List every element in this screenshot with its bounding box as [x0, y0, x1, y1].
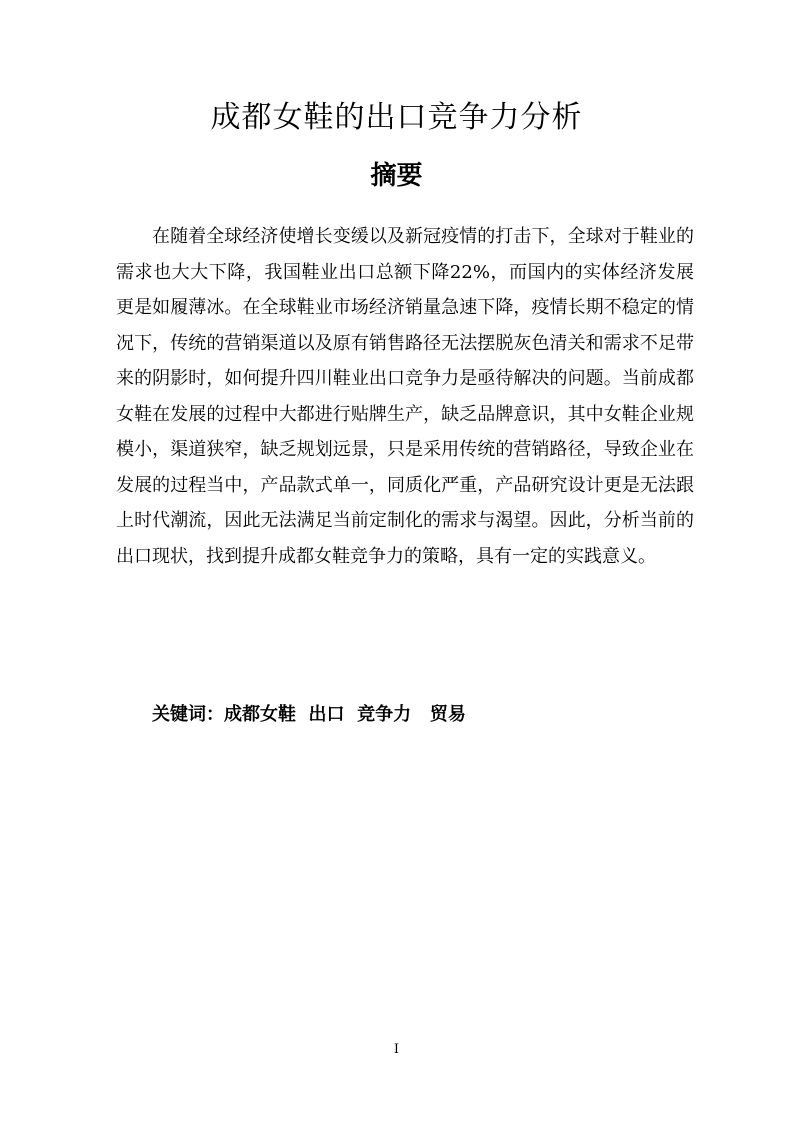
abstract-paragraph: 在随着全球经济使增长变缓以及新冠疫情的打击下，全球对于鞋业的需求也大大下降，我国鞋业出口总额下降22%，而国内的实体经济发展更是如履薄冰。在全球鞋业市场经济销量急速下降，疫情长期不稳定的情况下，传统的营销渠道以及原有销售路径无法摆脱灰色清关和需求不足带来的阴影时，如何提升四川鞋业出口竞争力是亟待解决的问题。当前成都女鞋在发展的过程中大都进行贴牌生产，缺乏品牌意识，其中女鞋企业规模小，渠道狭窄，缺乏规划远景，只是采用传统的营销路径，导致企业在发展的过程当中，产品款式单一，同质化严重，产品研究设计更是无法跟上时代潮流，因此无法满足当前定制化的需求与渴望。因此，分析当前的出口现状，找到提升成都女鞋竞争力的策略，具有一定的实践意义。: [116, 226, 694, 567]
page-number: I: [393, 1042, 400, 1057]
keywords-line: 关键词：成都女鞋 出口 竞争力 贸易: [152, 704, 466, 725]
abstract-heading: 摘要: [370, 161, 423, 191]
document-title: 成都女鞋的出口竞争力分析: [210, 100, 583, 135]
